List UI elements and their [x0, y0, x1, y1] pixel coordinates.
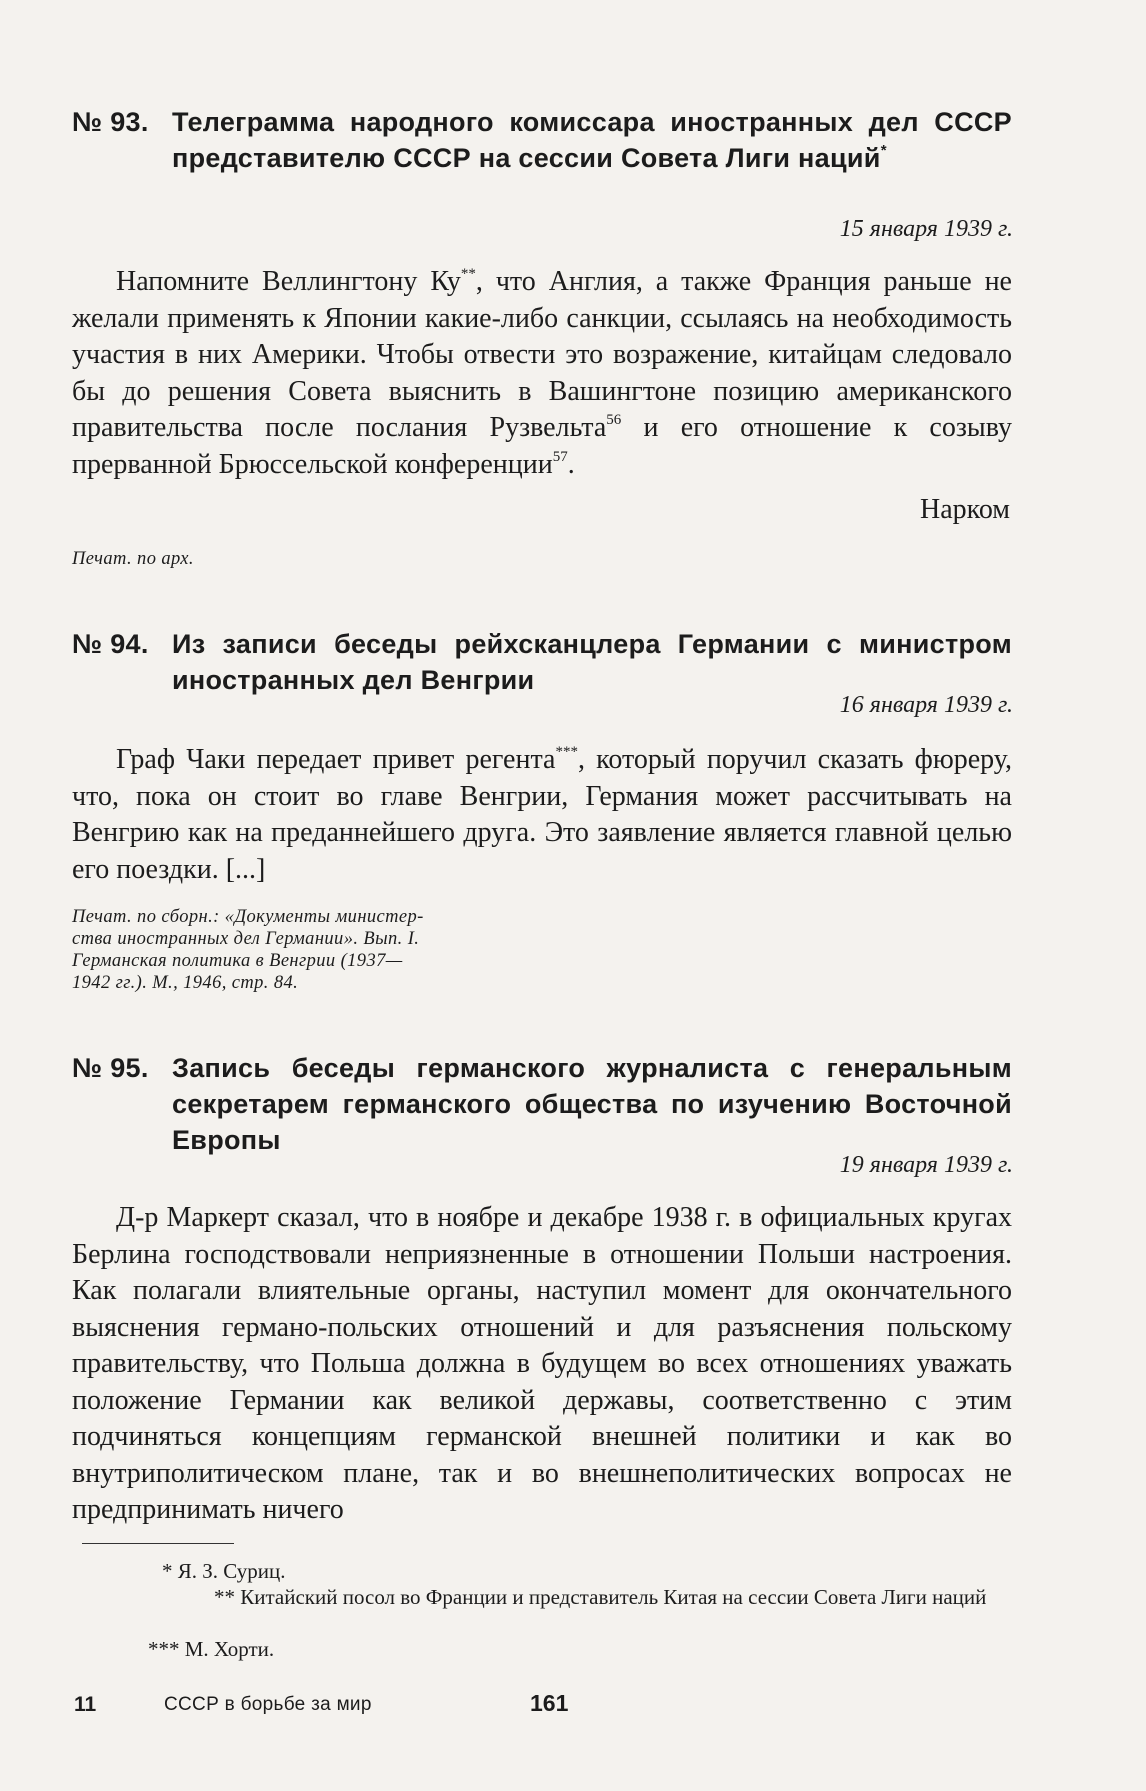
doc94-source-line: Германская политика в Венгрии (1937—	[72, 951, 403, 971]
doc93-body: Напомните Веллингтону Ку**, что Англия, а также Франция раньше не желали применять к Японии какие-либо санкции, ссылаясь на необходимость участия в них Америки. Чтобы отвести это возражение, китайцам следовало бы до решения Совета выяснить в Вашингтоне позицию американского правительства после послания Рузвельта$^{56}$ и его отношение к созыву прерванной Брюссельской конференции$^{57}$.	[72, 266, 1012, 480]
footnote-3: *** М. Хорти.	[148, 1637, 275, 1661]
doc93-date: 15 января 1939 г.	[839, 216, 1013, 242]
doc93-title-footnote-mark: *	[880, 142, 887, 159]
doc94-source-line: Печат. по сборн.: «Документы министер-	[72, 907, 424, 927]
doc95-body: Д-р Маркерт сказал, что в ноябре и декабре 1938 г. в официальных кругах Берлина господствовали неприязненные в отношении Польши настроения. Как полагали влиятельные органы, наступил момент для окончательного выяснения германо-польских отношений и для разъяснения польскому правительству, что Польша должна в будущем во всех отношениях уважать положение Германии как великой державы, соответственно с этим подчиняться концепциям германской внешней политики и как во внутриполитическом плане, так и во внешнеполитических вопросах не предпринимать ничего	[72, 1202, 1012, 1525]
footnote-2: ** Китайский посол во Франции и представитель Китая на сессии Совета Лиги наций	[214, 1585, 987, 1609]
doc93-title: Телеграмма народного комиссара иностранных дел СССР представителю СССР на сессии Совета Лиги наций*	[172, 107, 1012, 173]
doc94-date: 16 января 1939 г.	[839, 692, 1013, 718]
doc94-source-line: 1942 гг.). М., 1946, стр. 84.	[72, 973, 299, 993]
doc94-footnote-mark: ***	[555, 744, 578, 760]
doc94-heading	[72, 626, 1012, 698]
doc94-source	[72, 906, 424, 994]
footnote-1: * Я. З. Суриц.	[162, 1559, 286, 1583]
doc94-title: Из записи беседы рейхсканцлера Германии с министром иностранных дел Венгрии	[172, 629, 1012, 695]
doc95-title: Запись беседы германского журналиста с генеральным секретарем германского общества по изучению Восточной Европы	[172, 1053, 1012, 1155]
doc93-footnote-mark: **	[460, 266, 476, 282]
doc95-date: 19 января 1939 г.	[839, 1152, 1013, 1178]
doc93-note-ref-56: 56	[606, 412, 622, 428]
book-title: СССР в борьбе за мир	[164, 1694, 372, 1715]
page-number: 161	[530, 1690, 569, 1716]
doc93-note-ref-57: 57	[552, 448, 568, 465]
doc94-source-line: ства иностранных дел Германии». Вып. I.	[72, 929, 420, 949]
doc95-heading	[72, 1050, 1012, 1158]
doc94-number: № 94.	[72, 629, 149, 659]
footnote-divider	[82, 1543, 234, 1544]
doc93-heading	[72, 104, 1012, 176]
printer-signature-mark: 11	[74, 1693, 97, 1716]
doc94-body: Граф Чаки передает привет регента***, который поручил сказать фюреру, что, пока он стоит во главе Венгрии, Германия может рассчитывать на Венгрию как на преданнейшего друга. Это заявление является главной целью его поездки. [...]	[72, 744, 1012, 885]
doc93-signature: Нарком	[919, 494, 1010, 525]
doc95-number: № 95.	[72, 1053, 149, 1083]
doc93-source: Печат. по арх.	[72, 549, 194, 569]
doc93-number: № 93.	[72, 107, 149, 137]
